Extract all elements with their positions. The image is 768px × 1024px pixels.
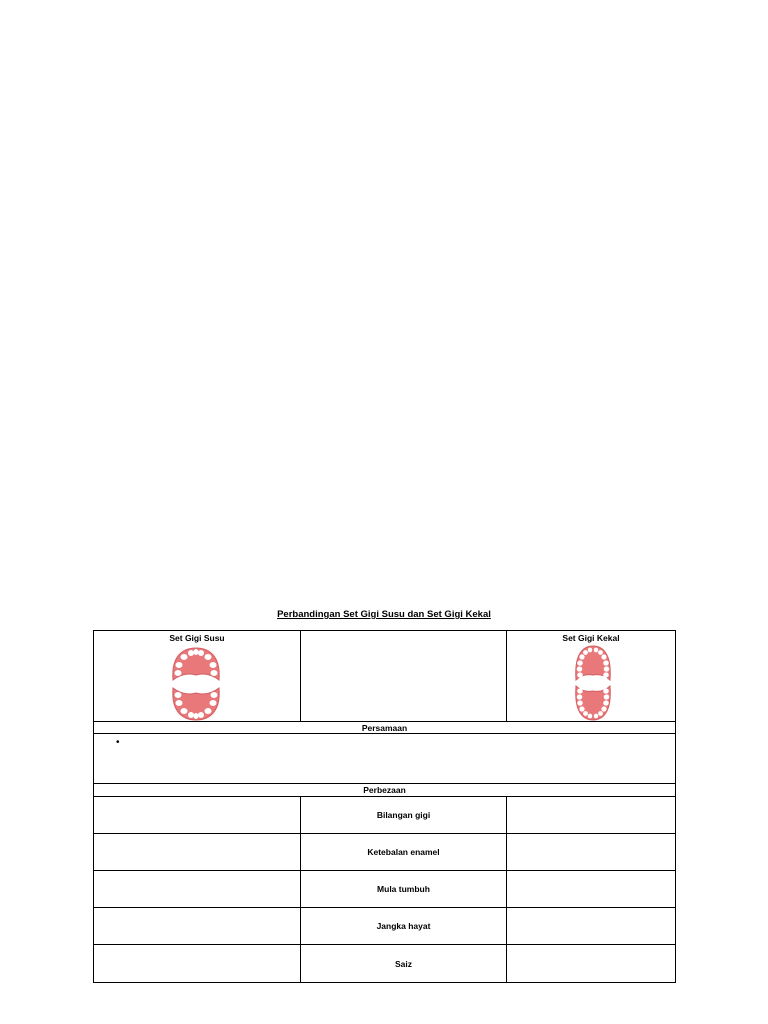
header-cell-middle <box>300 630 507 722</box>
criterion-label: Jangka hayat <box>376 921 431 931</box>
difference-criterion <box>300 870 507 908</box>
header-label-primary-teeth: Set Gigi Susu <box>169 633 225 643</box>
difference-criterion <box>300 833 507 871</box>
criterion-label: Mula tumbuh <box>377 884 430 894</box>
primary-teeth-mouth-icon <box>169 646 223 722</box>
header-cell-permanent-teeth <box>506 630 676 722</box>
criterion-label: Bilangan gigi <box>376 810 431 820</box>
difference-cell-permanent[interactable] <box>506 907 676 945</box>
difference-cell-primary[interactable] <box>93 944 301 983</box>
document-title: Perbandingan Set Gigi Susu dan Set Gigi Kekal <box>277 609 491 620</box>
similarities-body[interactable] <box>93 733 676 784</box>
header-cell-primary-teeth <box>93 630 301 722</box>
difference-cell-primary[interactable] <box>93 833 301 871</box>
permanent-teeth-mouth-icon <box>573 644 613 722</box>
differences-header <box>93 783 676 797</box>
differences-label: Perbezaan <box>363 785 406 795</box>
difference-cell-permanent[interactable] <box>506 944 676 983</box>
difference-cell-primary[interactable] <box>93 870 301 908</box>
difference-criterion <box>300 944 507 983</box>
bullet-point: • <box>116 737 120 748</box>
difference-cell-primary[interactable] <box>93 796 301 834</box>
difference-cell-permanent[interactable] <box>506 796 676 834</box>
header-label-permanent-teeth: Set Gigi Kekal <box>562 633 620 643</box>
difference-criterion <box>300 907 507 945</box>
criterion-label: Ketebalan enamel <box>367 847 440 857</box>
difference-cell-permanent[interactable] <box>506 833 676 871</box>
difference-cell-permanent[interactable] <box>506 870 676 908</box>
difference-cell-primary[interactable] <box>93 907 301 945</box>
difference-criterion <box>300 796 507 834</box>
criterion-label: Saiz <box>394 958 412 969</box>
similarities-label: Persamaan <box>361 722 408 733</box>
